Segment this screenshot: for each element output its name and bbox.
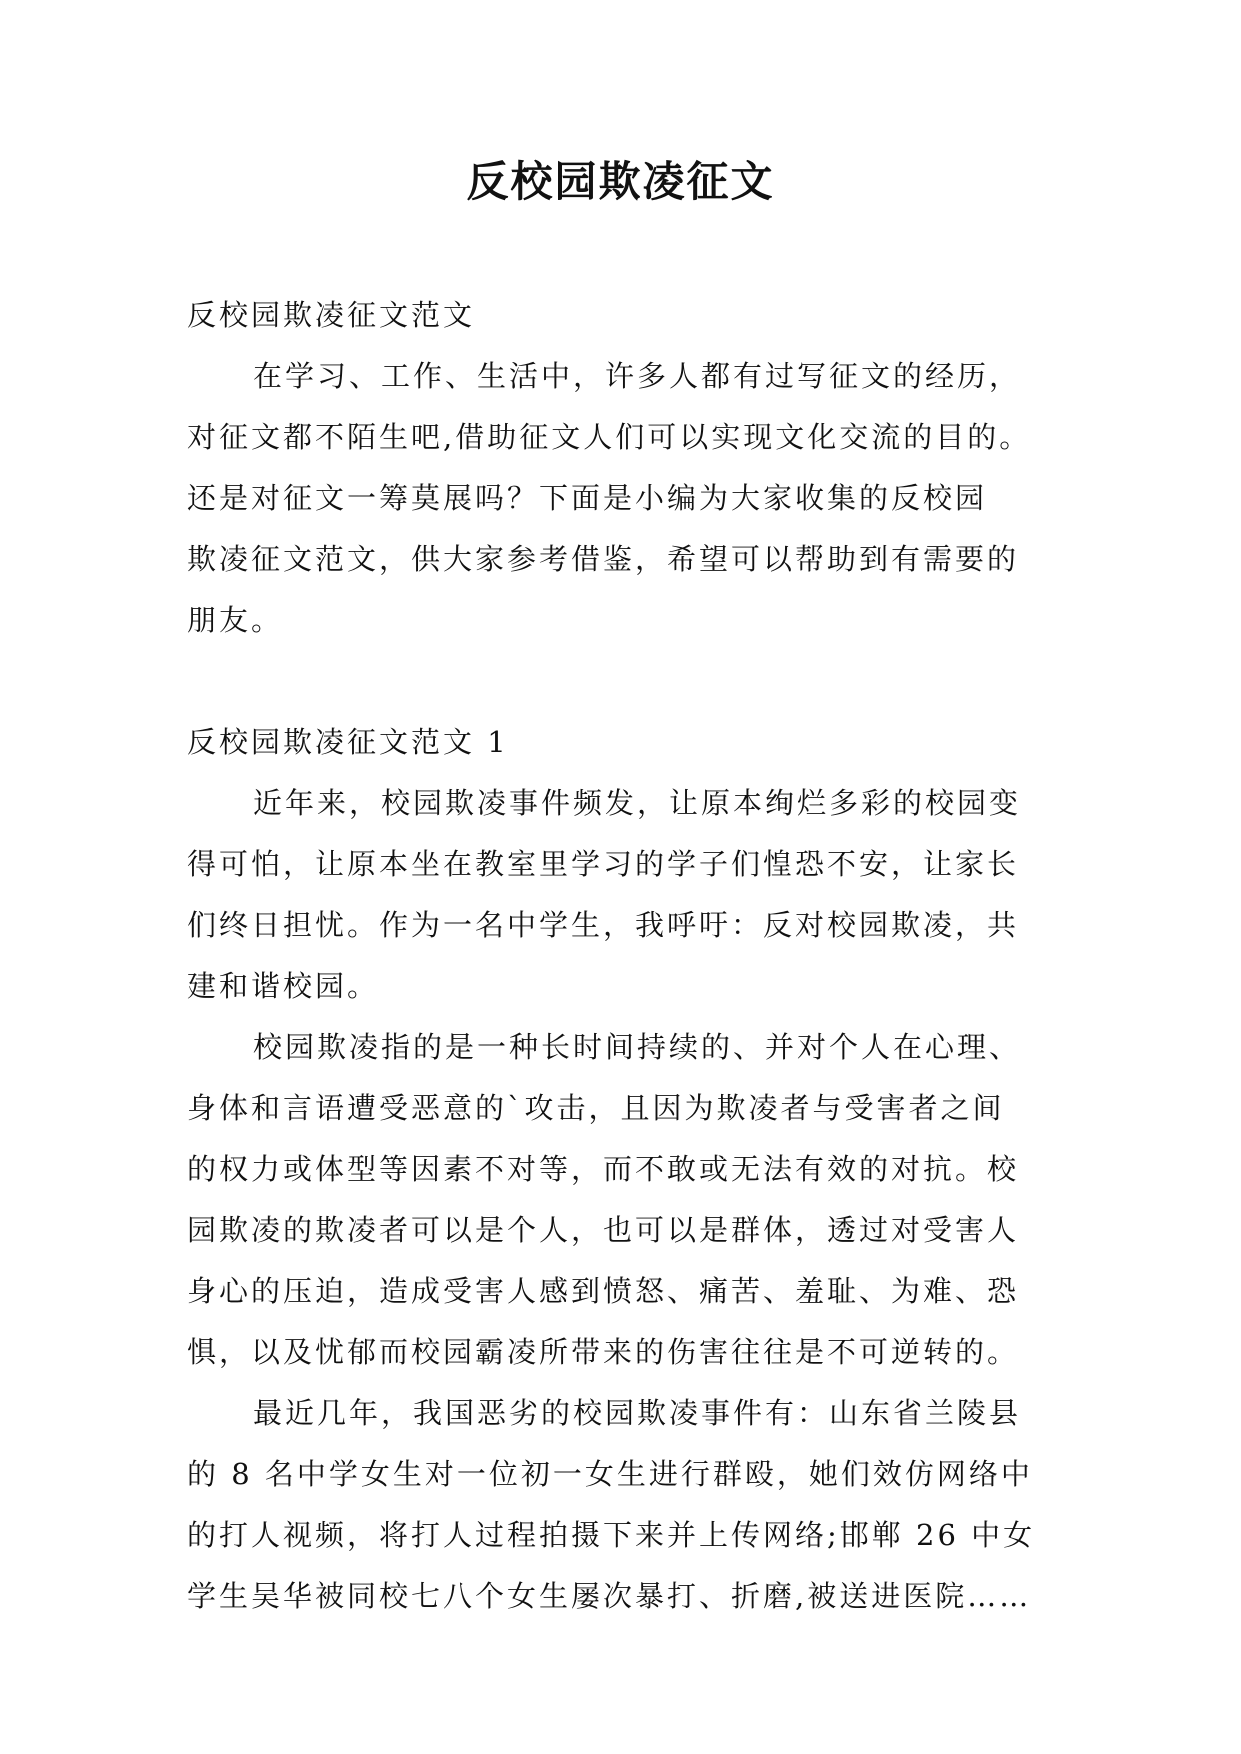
paragraph-line: 惧，以及忧郁而校园霸凌所带来的伤害往往是不可逆转的。 <box>187 1335 1020 1369</box>
section-heading: 反校园欺凌征文范文 1 <box>187 725 509 759</box>
paragraph-line: 朋友。 <box>187 603 284 637</box>
paragraph-line: 的权力或体型等因素不对等，而不敢或无法有效的对抗。校 <box>187 1152 1020 1186</box>
blank-line <box>187 651 1059 712</box>
paragraph-line: 身心的压迫，造成受害人感到愤怒、痛苦、羞耻、为难、恐 <box>187 1274 1020 1308</box>
paragraph-line: 近年来，校园欺凌事件频发，让原本绚烂多彩的校园变 <box>253 786 1022 820</box>
paragraph-line: 建和谐校园。 <box>187 969 380 1003</box>
paragraph-line: 们终日担忧。作为一名中学生，我呼吁：反对校园欺凌，共 <box>187 908 1020 942</box>
paragraph-line: 学生吴华被同校七八个女生屡次暴打、折磨,被送进医院…… <box>187 1579 1032 1613</box>
paragraph-line: 身体和言语遭受恶意的`攻击，且因为欺凌者与受害者之间 <box>187 1091 1005 1125</box>
paragraph-line: 得可怕，让原本坐在教室里学习的学子们惶恐不安，让家长 <box>187 847 1020 881</box>
paragraph-line: 欺凌征文范文，供大家参考借鉴，希望可以帮助到有需要的 <box>187 542 1020 576</box>
paragraph-line: 在学习、工作、生活中，许多人都有过写征文的经历， <box>253 359 1022 393</box>
paragraph-line: 的打人视频，将打人过程拍摄下来并上传网络;邯郸 26 中女 <box>187 1518 1036 1552</box>
section-heading: 反校园欺凌征文范文 <box>187 298 476 332</box>
document-body <box>187 285 1059 1627</box>
document-title: 反校园欺凌征文 <box>466 157 775 206</box>
paragraph-line: 园欺凌的欺凌者可以是个人，也可以是群体，透过对受害人 <box>187 1213 1020 1247</box>
paragraph-line: 对征文都不陌生吧,借助征文人们可以实现文化交流的目的。 <box>187 420 1032 454</box>
paragraph-line: 最近几年，我国恶劣的校园欺凌事件有：山东省兰陵县 <box>253 1396 1022 1430</box>
paragraph-line: 还是对征文一筹莫展吗？下面是小编为大家收集的反校园 <box>187 481 988 515</box>
paragraph-line: 校园欺凌指的是一种长时间持续的、并对个人在心理、 <box>253 1030 1022 1064</box>
paragraph-line: 的 8 名中学女生对一位初一女生进行群殴，她们效仿网络中 <box>187 1457 1033 1491</box>
